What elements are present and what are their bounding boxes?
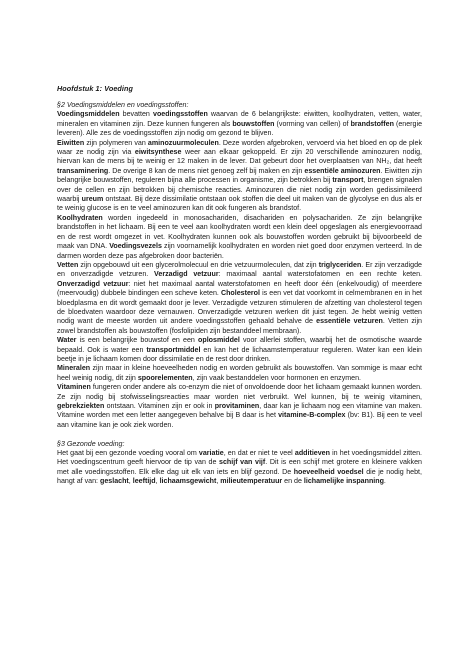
text-run: : maximaal aantal waterstofatomen en een rechte keten. — [218, 270, 422, 279]
bold-term: lichamelijke inspanning — [303, 477, 384, 486]
bold-term: essentiële aminozuren — [304, 166, 381, 175]
bold-term: hoeveelheid voedsel — [293, 467, 364, 476]
text-run: , — [216, 477, 221, 486]
text-run: . — [383, 477, 386, 486]
section-heading-3: §3 Gezonde voeding: — [57, 439, 125, 448]
text-run: worden ingedeeld in monosachariden, disachariden en polysachariden. Ze zijn belangrijke brandstoffen in het lichaam. Bij een te veel aan koolhydraten wordt een klein deel opgeslagen als energievoorraad en de rest wordt omgezet in vet. Koolhydraten kunnen ook als bouwstoffen worden gebruikt bij bijvoorbeeld de maak van DNA. — [57, 213, 422, 251]
bold-term: brandstoffen — [350, 119, 394, 128]
bold-term: Voedingsvezels — [109, 242, 162, 251]
text-run: zijn maar in kleine hoeveelheden nodig en worden gebruikt als bouwstoffen. Van sommige is maar echt heel weinig nodig, dit zijn — [57, 364, 422, 382]
text-run: . Vetten zijn zowel brandstoffen als bouwstoffen (fosfolipiden zijn bestanddeel membraan). — [57, 317, 422, 335]
bold-term: eiwitsynthese — [134, 148, 182, 157]
text-run: weer aan elkaar gekoppeld. Er zijn 20 verschillende aminozuren nodig, hiervan kan de mens bij te weinig er 12 maken in de lever. Dat gebeurt door het overplaatsen van NH₂, dat heeft — [57, 148, 422, 166]
bold-term: Mineralen — [57, 364, 91, 373]
bold-term: additieven — [294, 449, 330, 458]
text-run: Het gaat bij een gezonde voeding vooral om — [57, 449, 199, 458]
bold-term: Verzadigd vetzuur — [154, 270, 219, 279]
bold-term: vitamine-B-complex — [278, 411, 346, 420]
text-run: ontstaat. Bij deze dissimilatie ontstaan ook stoffen die deel uit maken van de glycolyse en dus als er te weinig glucose is en te veel aminozuren kan dit ook fungeren als brandstof. — [57, 195, 422, 213]
bold-term: oplosmiddel — [198, 336, 240, 345]
bold-term: geslacht — [100, 477, 129, 486]
section-heading-2: §2 Voedingsmiddelen en voedingsstoffen: — [57, 101, 189, 109]
bold-term: Voedingsmiddelen — [57, 110, 120, 119]
text-run: , zijn vaak bestanddelen voor hormonen en enzymen. — [192, 373, 362, 382]
bold-term: Cholesterol — [220, 289, 260, 298]
text-run: is een vet dat voorkomt in celmembranen en in het bloedplasma en dit wordt gemaakt door je lever. Verzadigde vetzuren stimuleren de afzetting van cholesterol tegen de bloedvaten waardoor deze vernauwen. Onverzadigde vetzuren werken dit juist tegen. Je hebt weinig vetten nodig want de meeste worden uit andere voedingsstoffen gehaald behalve de — [57, 289, 422, 326]
text-run: en kan het de lichaamstemperatuur reguleren. Water kan een klein beetje in je lichaam komen door dissimilatie en de rest door drinken. — [57, 345, 422, 363]
text-run: . Eiwitten zijn belangrijke bouwstoffen, reguleren bijna alle processen in organisme, zijn betrokken bij — [57, 166, 423, 185]
text-run: (energie leveren). Alle zes de voedingsstoffen zijn nodig om gezond te blijven. — [57, 119, 423, 138]
section-2-body — [57, 110, 422, 430]
paragraph — [57, 214, 422, 261]
text-run: fungeren onder andere als co-enzym die niet of onvoldoende door het lichaam gemaakt kunnen worden. Ze zijn nodig bij stofwisselingsreacties maar worden niet verbruikt. Wel kunnen, bij te weinig vitaminen, — [57, 383, 422, 401]
bold-term: Eiwitten — [57, 138, 85, 147]
text-run: . Deze worden afgebroken, vervoerd via het bloed en op de plek waar ze nodig zijn via — [57, 138, 422, 157]
text-run: , daar kan je lichaam nog een vitamine van maken. Vitamine worden met een letter aangegeven behalve bij B daar is het — [57, 402, 422, 420]
text-run: is een belangrijke bouwstof en een — [76, 336, 199, 345]
text-run: . Dit is een schijf met grotere en kleinere vakken met alle voedingsstoffen. Elk elke dag uit elk van iets en blijf gezond. De — [57, 458, 422, 476]
paragraph — [57, 364, 422, 383]
text-run: : niet het maximaal aantal waterstofatomen en heeft door één (enkelvoudig) of meerdere (meervoudig) dubbele bindingen een scheve keten. — [57, 279, 422, 298]
bold-term: lichaamsgewicht — [159, 477, 217, 486]
text-run: zijn voornamelijk koolhydraten en worden niet goed door enzymen verteerd. In de darmen worden deze pas afgebroken door bacteriën. — [57, 242, 422, 260]
bold-term: schijf van vijf — [219, 458, 266, 467]
bold-term: transportmiddel — [146, 345, 201, 354]
bold-term: provitaminen — [214, 402, 260, 410]
document-content — [57, 84, 422, 487]
bold-term: milieutemperatuur — [220, 477, 283, 486]
text-run: die je nodig hebt, hangt af van: — [57, 467, 422, 486]
text-run: ontstaan. Vitaminen zijn er ook in — [104, 402, 215, 410]
text-run: zijn opgebouwd uit een glycerolmolecuul en drie vetzuurmoleculen, dat zijn — [78, 260, 319, 269]
paragraph — [57, 449, 422, 487]
bold-term: Vetten — [57, 260, 79, 269]
paragraph — [57, 261, 422, 336]
bold-term: Onverzadigd vetzuur — [57, 279, 129, 288]
text-run: en de — [282, 477, 304, 486]
text-run: zijn polymeren van — [84, 138, 148, 147]
bold-term: variatie — [198, 449, 224, 458]
bold-term: Water — [57, 336, 77, 345]
text-run: . Er zijn verzadigde en onverzadigde vetzuren. — [57, 260, 422, 279]
text-run: , — [128, 477, 133, 486]
text-run: bevatten — [119, 110, 153, 119]
spacer — [57, 430, 422, 439]
bold-term: bouwstoffen — [232, 119, 275, 128]
paragraph — [57, 139, 422, 214]
text-run: , — [155, 477, 160, 486]
bold-term: transaminering — [57, 166, 109, 175]
bold-term: essentiële vetzuren — [316, 317, 383, 326]
bold-term: ureum — [81, 195, 104, 204]
text-run: , en dat er niet te veel — [223, 449, 295, 458]
text-run: in het voedingsmiddel zitten. Het voedingscentrum geeft hiervoor de tip van de — [57, 449, 422, 467]
text-run: voor allerlei stoffen, waarbij het de osmotische waarde bepaald. Ook is water een — [57, 336, 423, 354]
paragraph — [57, 336, 422, 364]
bold-term: aminozuurmoleculen — [147, 138, 219, 147]
bold-term: voedingsstoffen — [153, 110, 208, 119]
paragraph — [57, 383, 422, 430]
bold-term: leeftijd — [132, 477, 156, 486]
bold-term: transport — [332, 176, 364, 185]
chapter-title: Hoofdstuk 1: Voeding — [57, 84, 134, 93]
bold-term: Koolhydraten — [57, 213, 103, 222]
paragraph — [57, 110, 422, 138]
bold-term: gebrekziekten — [57, 402, 105, 410]
text-run: waarvan de 6 belangrijkste: eiwitten, koolhydraten, vetten, water, mineralen en vitaminen zijn. Deze kunnen fungeren als — [57, 110, 422, 128]
bold-term: Vitaminen — [57, 383, 91, 392]
text-run: . De overige 8 kan de mens niet genoeg zelf bij maken en zijn — [108, 166, 305, 175]
bold-term: triglyceriden — [318, 260, 362, 269]
section-3-body — [57, 449, 422, 487]
text-run: (vorming van cellen) of — [274, 119, 351, 128]
text-run: , brengen signalen over de cellen en zijn betrokken bij chemische reacties. Aminozuren die niet nodig zijn worden gedissimileerd waarbij — [57, 176, 423, 204]
bold-term: spoorelementen — [137, 373, 193, 382]
text-run: (bv: B1). Bij een te veel aan vitamine kan je ook ziek worden. — [57, 411, 423, 429]
